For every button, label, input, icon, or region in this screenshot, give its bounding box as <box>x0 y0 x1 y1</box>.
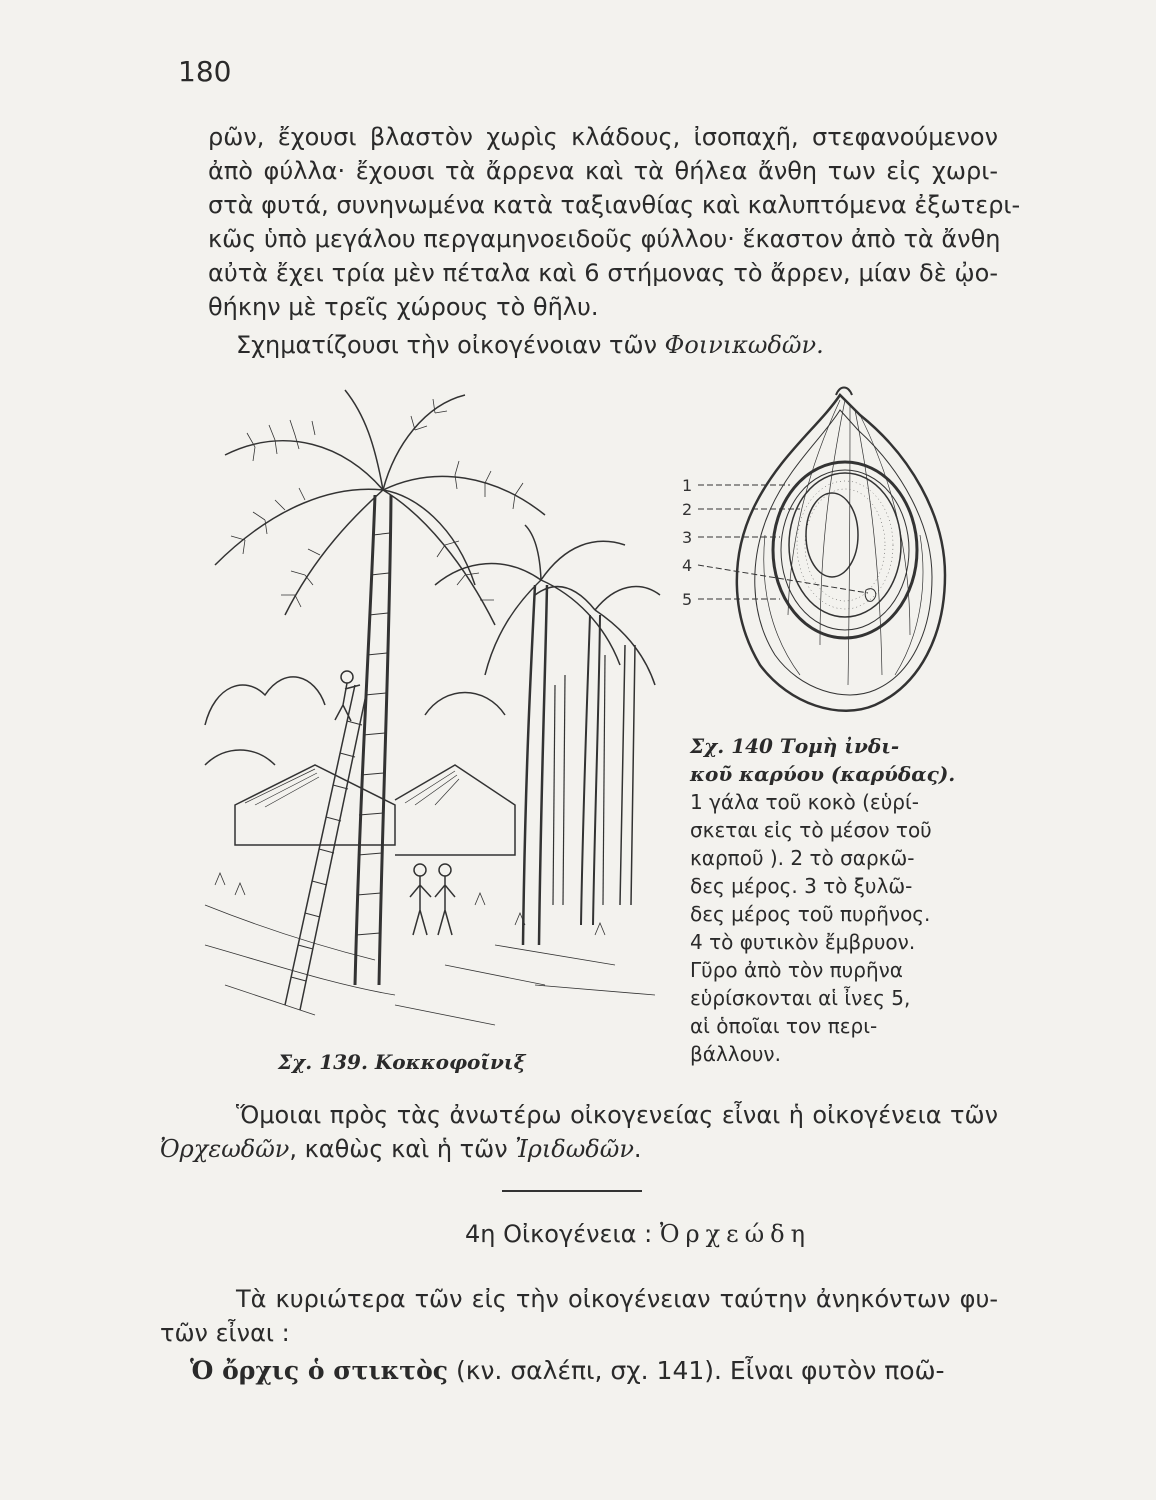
section-heading <box>0 1220 1156 1248</box>
text-line: ρῶν, ἔχουσι βλαστὸν χωρὶς κλάδους, ἰσοπαχῆ, στεφανούμενον <box>208 123 998 151</box>
coconut-section-illustration <box>670 385 1000 725</box>
text-line: στὰ φυτά, συνηνωμένα κατὰ ταξιανθίας καὶ καλυπτόμενα ἐξωτερι- <box>208 191 1021 219</box>
main-plants-paragraph-2 <box>160 1316 960 1350</box>
section-heading-prefix: 4η Οἰκογένεια : <box>465 1220 660 1248</box>
coconut-palm-illustration <box>195 385 665 1035</box>
figure-140-caption-title: Σχ. 140 Τομὴ ἰνδι- <box>690 734 900 758</box>
figure-140-label: 5 <box>682 590 693 609</box>
similar-families-paragraph <box>236 1098 998 1132</box>
caption-line: αἱ ὁποῖαι τον περι- <box>690 1014 878 1038</box>
family-name: Ὀρχεωδῶν <box>160 1135 290 1163</box>
caption-line: εὑρίσκονται αἱ ἶνες 5, <box>690 986 911 1010</box>
caption-line: 1 γάλα τοῦ κοκὸ (εὑρί- <box>690 790 919 814</box>
caption-line: 4 τὸ φυτικὸν ἔμβρυον. <box>690 930 916 954</box>
text-line: Τὰ κυριώτερα τῶν εἰς τὴν οἰκογένειαν ταύτην ἀνηκόντων φυ- <box>236 1285 998 1313</box>
caption-line: δες μέρος. 3 τὸ ξυλῶ- <box>690 874 913 898</box>
figure-140-caption-title-2: κοῦ καρύου (καρύδας). <box>690 762 956 786</box>
caption-line: δες μέρος τοῦ πυρῆνος. <box>690 902 931 926</box>
species-name: Ὁ ὄρχις ὁ στικτὸς <box>190 1356 449 1385</box>
text-line: αὐτὰ ἔχει τρία μὲν πέταλα καὶ 6 στήμονας τὸ ἄρρεν, μίαν δὲ ᾠο- <box>208 259 998 287</box>
text-line: κῶς ὑπὸ μεγάλου περγαμηνοειδοῦς φύλλου· ἕκαστον ἀπὸ τὰ ἄνθη <box>208 225 1001 253</box>
family-sentence-text: Σχηματίζουσι τὴν οἰκογένοιαν τῶν <box>236 331 665 359</box>
caption-line: Γῦρο ἀπὸ τὸν πυρῆνα <box>690 958 903 982</box>
text-fragment: , καθὼς καὶ ἡ τῶν <box>289 1135 516 1163</box>
text-line: ἀπὸ φύλλα· ἔχουσι τὰ ἄρρενα καὶ τὰ θήλεα ἄνθη των εἰς χωρι- <box>208 157 998 185</box>
section-divider <box>502 1190 642 1192</box>
section-heading-name: Ὀρχεώδη <box>659 1220 811 1248</box>
figure-140-label: 1 <box>682 476 693 495</box>
family-sentence <box>236 328 996 362</box>
figure-140-label: 4 <box>682 556 693 575</box>
figure-140-label: 2 <box>682 500 693 519</box>
figure-139-caption <box>278 1048 525 1076</box>
text-fragment: . <box>633 1135 642 1163</box>
caption-line: βάλλουν. <box>690 1042 781 1066</box>
text-line: θήκην μὲ τρεῖς χώρους τὸ θῆλυ. <box>208 293 599 321</box>
family-name: Φοινικωδῶν. <box>664 331 824 359</box>
similar-families-paragraph-2 <box>160 1132 960 1166</box>
figure-139-caption-text: Σχ. 139. Κοκκοφοῖνιξ <box>278 1050 526 1074</box>
family-name: Ἰριδωδῶν <box>515 1135 634 1163</box>
caption-line: σκεται εἰς τὸ μέσον τοῦ <box>690 818 932 842</box>
top-paragraph <box>208 120 1021 324</box>
figure-140-caption <box>690 732 1000 1068</box>
page-number: 180 <box>178 55 232 88</box>
text-line: τῶν εἶναι : <box>160 1319 290 1347</box>
text-line: Ὅμοιαι πρὸς τὰς ἀνωτέρω οἰκογενείας εἶναι ἡ οἰκογένεια τῶν <box>236 1101 998 1129</box>
caption-line: καρποῦ ). 2 τὸ σαρκῶ- <box>690 846 915 870</box>
figure-140-label: 3 <box>682 528 693 547</box>
main-plants-paragraph <box>236 1282 998 1316</box>
text-fragment: (κν. σαλέπι, σχ. 141). Εἶναι φυτὸν ποῶ- <box>448 1356 945 1385</box>
orchis-line <box>190 1354 1000 1388</box>
